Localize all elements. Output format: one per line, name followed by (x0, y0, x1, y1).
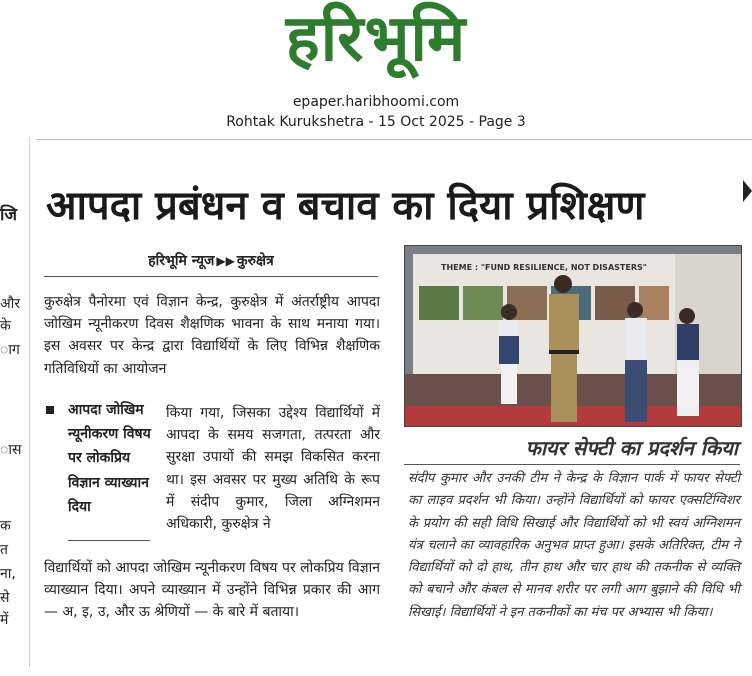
article-headline: आपदा प्रबंधन व बचाव का दिया प्रशिक्षण (46, 183, 645, 229)
caption-rule (404, 464, 740, 465)
previous-column-fragments (0, 150, 27, 670)
photo-banner-text: THEME : "FUND RESILIENCE, NOT DISASTERS" (441, 263, 647, 272)
masthead (0, 0, 752, 80)
top-rule (36, 139, 752, 140)
byline-place: कुरुक्षेत्र (236, 253, 274, 269)
photo-caption-body: संदीप कुमार और उनकी टीम ने केन्द्र के विज्ञान पार्क में फायर सेफ्टी का लाइव प्रदर्शन भी किया। उन्होंने विद्यार्थियों को फायर एक्सटिंग्विशर के प्रयोग की सही विधि सिखाई और विद्यार्थियों को भी स्वयं अग्निशमन यंत्र चलाने का व्यावहारिक अनुभव प्राप्त हुआ। इसके अतिरिक्त, टीम ने विद्यार्थियों को दो हाथ, तीन हाथ और चार हाथ की तकनीक से व्यक्ति को बचाने और कंबल से मानव शरीर पर लगी आग बुझाने की विधि भी सिखाई। विद्यार्थियों ने इन तकनीकों का मंच पर अभ्यास भी किया। (408, 471, 740, 620)
fragment: में (0, 612, 9, 628)
site-url[interactable]: epaper.haribhoomi.com (292, 94, 460, 110)
fragment: क (0, 518, 11, 534)
bullet-icon (46, 406, 54, 414)
sidebar-rule (68, 540, 150, 541)
fragment: ाग (0, 342, 20, 358)
byline-source: हरिभूमि न्यूज (148, 253, 215, 269)
byline-rule (44, 276, 378, 277)
edition-info (0, 92, 752, 132)
article-paragraph-1: कुरुक्षेत्र पैनोरमा एवं विज्ञान केन्द्र, कुरुक्षेत्र में अंतर्राष्ट्रीय आपदा जोखिम न्यूनीकरण दिवस शैक्षणिक भावना के साथ मनाया गया। इस अवसर पर केन्द्र द्वारा विद्यार्थियों के लिए विभिन्न शैक्षणिक गतिविधियों का आयोजन (44, 294, 380, 377)
fragment: त (0, 542, 8, 558)
fragment: ना, (0, 566, 16, 582)
continue-arrow-icon (743, 180, 752, 202)
article-photo (404, 245, 742, 427)
fragment: जि (0, 205, 18, 225)
fragment: और (0, 296, 21, 312)
fragment: ास (0, 442, 22, 458)
fragment: के (0, 318, 11, 334)
byline-separator-icon: ▶▶ (216, 254, 235, 268)
photo-illustration (405, 246, 741, 426)
byline (44, 251, 378, 271)
fragment: से (0, 590, 10, 606)
photo-caption-title: फायर सेफ्टी का प्रदर्शन किया (525, 436, 738, 460)
article-paragraph-3: विद्यार्थियों को आपदा जोखिम न्यूनीकरण विषय पर लोकप्रिय विज्ञान व्याख्यान दिया। अपने व्याख्यान में उन्होंने विभिन्न प्रकार की आग — अ, इ, उ, और ऊ श्रेणियों — के बारे में बताया। (44, 560, 380, 621)
edition-line: Rohtak Kurukshetra - 15 Oct 2025 - Page 3 (226, 114, 526, 130)
column-divider (29, 137, 30, 667)
newspaper-logo: हरिभूमि (285, 2, 467, 76)
sidebar-text: आपदा जोखिम न्यूनीकरण विषय पर लोकप्रिय विज्ञान व्याख्यान दिया (68, 402, 151, 515)
article-paragraph-2: किया गया, जिसका उद्देश्य विद्यार्थियों में आपदा के समय सजगता, तत्परता और सुरक्षा उपायों की समझ विकसित करना था। इस अवसर पर मुख्य अतिथि के रूप में संदीप कुमार, जिला अग्निशमन अधिकारी, कुरुक्षेत्र ने (166, 405, 380, 533)
